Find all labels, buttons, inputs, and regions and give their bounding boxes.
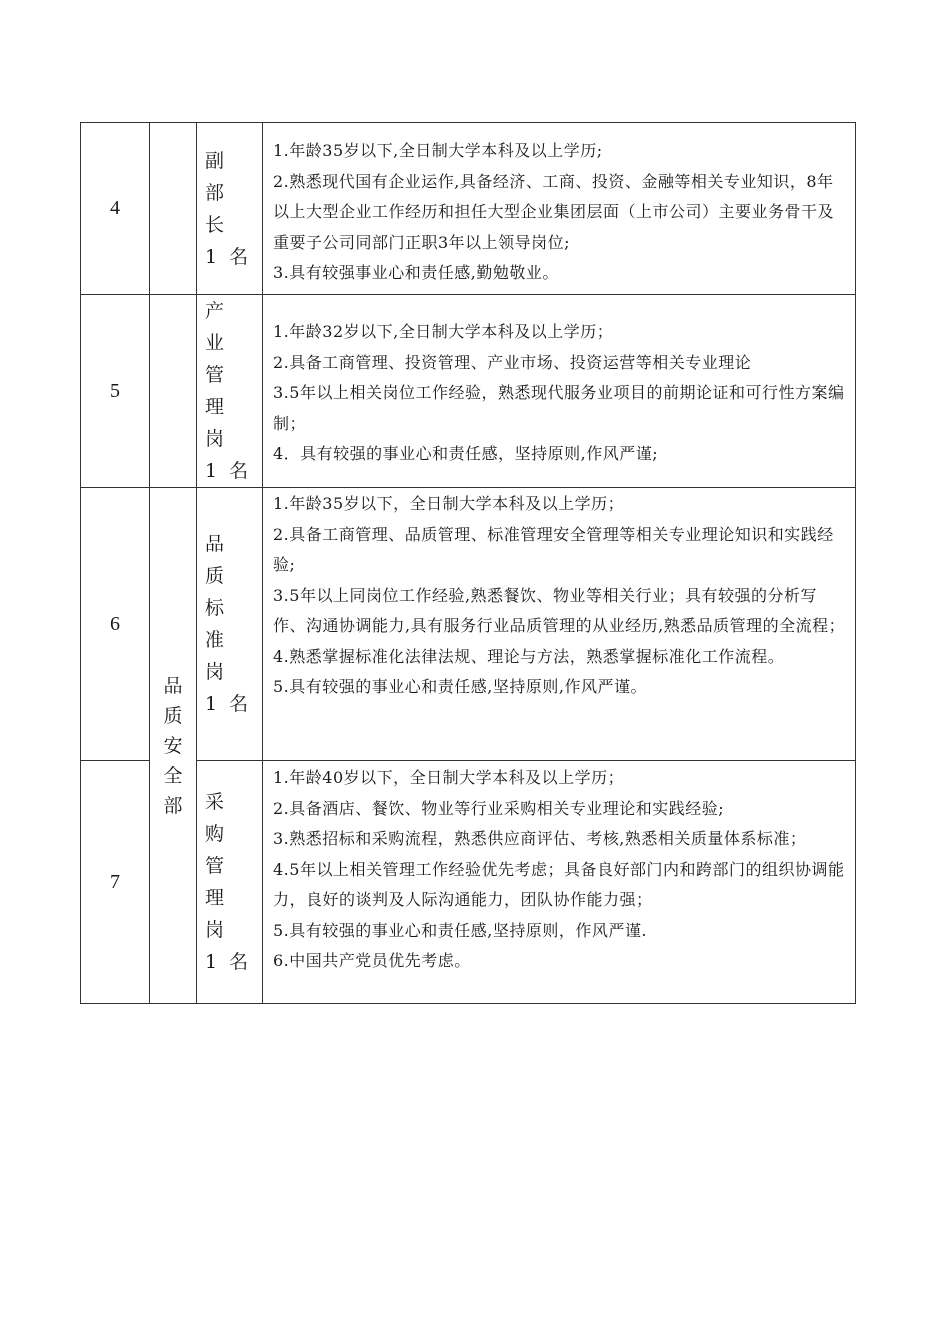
requirement-item: 3.熟悉招标和采购流程，熟悉供应商评估、考核,熟悉相关质量体系标准； bbox=[273, 829, 807, 848]
requirement-item: 1.年龄35岁以下，全日制大学本科及以上学历； bbox=[273, 494, 625, 513]
position-char: 副 bbox=[205, 149, 225, 172]
department-char: 质 bbox=[163, 704, 183, 727]
position-title bbox=[197, 488, 262, 760]
position-char: 标 bbox=[205, 597, 225, 619]
position-char: 部 bbox=[205, 181, 225, 204]
requirement-item: 2.具备酒店、餐饮、物业等行业采购相关专业理论和实践经验; bbox=[273, 798, 725, 818]
requirement-item: 1.年龄32岁以下,全日制大学本科及以上学历； bbox=[273, 322, 614, 341]
requirement-item: 2.具备工商管理、投资管理、产业市场、投资运营等相关专业理论 bbox=[273, 352, 752, 372]
position-title bbox=[197, 761, 262, 1003]
requirement-item: 4.5年以上相关管理工作经验优先考虑；具备良好部门内和跨部门的组织协调能力，良好的谈判及人际沟通能力，团队协作能力强； bbox=[273, 859, 845, 909]
row-number: 5 bbox=[110, 379, 120, 402]
department-char: 安 bbox=[163, 734, 183, 757]
position-title bbox=[197, 123, 262, 294]
headcount: 1 名 bbox=[205, 460, 249, 482]
requirements-cell bbox=[263, 763, 855, 1003]
position-char: 理 bbox=[205, 887, 225, 909]
headcount: 1 名 bbox=[205, 245, 249, 268]
row-number: 4 bbox=[110, 197, 120, 219]
headcount: 1 名 bbox=[205, 693, 249, 715]
position-char: 产 bbox=[205, 300, 225, 322]
requirement-item: 3.5年以上相关岗位工作经验，熟悉现代服务业项目的前期论证和可行性方案编制； bbox=[273, 383, 845, 433]
position-title bbox=[197, 295, 262, 487]
requirement-item: 5.具有较强的事业心和责任感,坚持原则,作风严谨。 bbox=[273, 677, 647, 696]
requirements-cell bbox=[263, 489, 855, 760]
requirement-item: 2.熟悉现代国有企业运作,具备经济、工商、投资、金融等相关专业知识，8年以上大型企业工作经历和担任大型企业集团层面（上市公司）主要业务骨干及重要子公司同部门正职3年以上领导岗位; bbox=[273, 171, 835, 252]
position-char: 岗 bbox=[205, 919, 225, 941]
requirement-item: 6.中国共产党员优先考虑。 bbox=[273, 951, 471, 970]
position-char: 质 bbox=[205, 565, 225, 587]
requirement-item: 3.5年以上同岗位工作经验,熟悉餐饮、物业等相关行业；具有较强的分析写作、沟通协调能力,具有服务行业品质管理的从业经历,熟悉品质管理的全流程； bbox=[273, 585, 846, 635]
department-char: 全 bbox=[163, 764, 183, 787]
position-char: 品 bbox=[205, 533, 225, 555]
grid-line bbox=[196, 760, 856, 761]
department-char: 部 bbox=[163, 794, 183, 817]
requirements-cell bbox=[263, 136, 855, 294]
position-char: 准 bbox=[205, 629, 225, 651]
requirement-item: 3.具有较强事业心和责任感,勤勉敬业。 bbox=[273, 263, 559, 282]
position-char: 岗 bbox=[205, 661, 225, 683]
requirements-cell bbox=[263, 317, 855, 487]
requirement-item: 5.具有较强的事业心和责任感,坚持原则，作风严谨. bbox=[273, 920, 647, 940]
requirement-item: 1.年龄35岁以下,全日制大学本科及以上学历; bbox=[273, 141, 603, 160]
grid-line bbox=[855, 122, 856, 1004]
requirement-item: 4．具有较强的事业心和责任感，坚持原则,作风严谨; bbox=[273, 444, 659, 463]
row-number: 7 bbox=[110, 870, 120, 893]
position-char: 业 bbox=[205, 332, 225, 354]
department-char: 品 bbox=[163, 674, 183, 697]
position-char: 购 bbox=[205, 823, 225, 845]
department-name bbox=[150, 488, 196, 1003]
requirement-item: 1.年龄40岁以下，全日制大学本科及以上学历； bbox=[273, 768, 625, 787]
position-char: 理 bbox=[205, 396, 225, 418]
position-char: 岗 bbox=[205, 428, 225, 450]
requirement-item: 4.熟悉掌握标准化法律法规、理论与方法，熟悉掌握标准化工作流程。 bbox=[273, 646, 785, 666]
position-char: 管 bbox=[205, 364, 225, 386]
position-char: 管 bbox=[205, 855, 225, 877]
position-char: 采 bbox=[205, 791, 225, 813]
position-char: 长 bbox=[205, 213, 225, 236]
headcount: 1 名 bbox=[205, 951, 249, 973]
row-number: 6 bbox=[110, 612, 120, 635]
requirement-item: 2.具备工商管理、品质管理、标准管理安全管理等相关专业理论知识和实践经验; bbox=[273, 524, 834, 574]
